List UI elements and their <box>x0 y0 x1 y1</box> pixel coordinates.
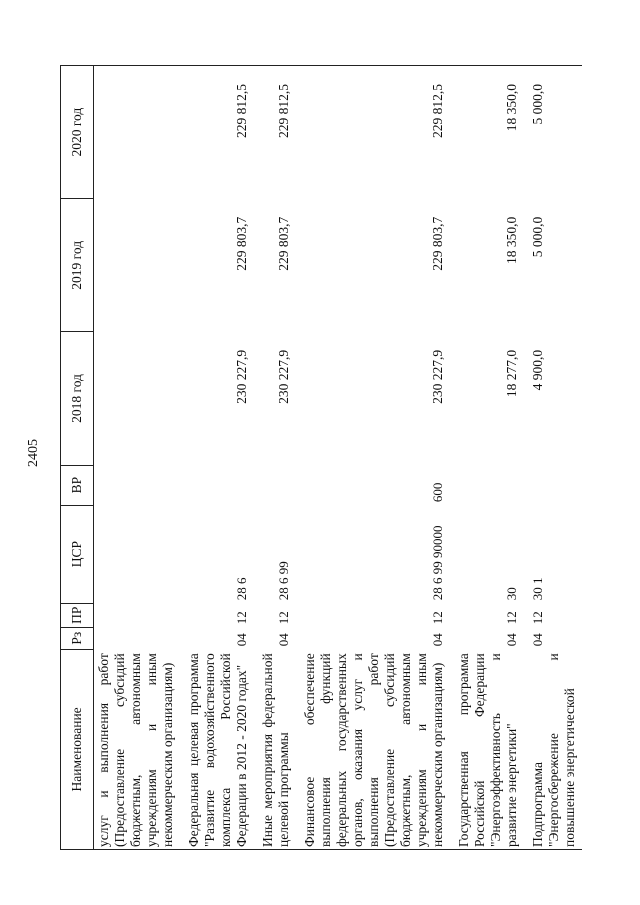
row-rz: 04 <box>234 633 249 647</box>
row-vr <box>450 465 524 505</box>
header-row <box>61 66 94 850</box>
header-2019: 2019 год <box>61 199 94 332</box>
row-2019: 229 803,7 <box>276 216 291 271</box>
row-rz: 04 <box>276 633 291 647</box>
row-rz: 04 <box>530 633 545 647</box>
row-2020: 229 812,5 <box>276 84 291 138</box>
row-vr <box>94 465 181 505</box>
row-vr: 600 <box>430 482 445 503</box>
budget-table <box>60 65 582 850</box>
row-name: услуг и выполнения работ (Предоставление субсидий бюджетным, автономным учреждениям и иным некоммерческим организациям) <box>96 653 175 847</box>
page-number: 2405 <box>26 439 41 467</box>
row-2019: 229 803,7 <box>234 216 249 271</box>
rotated-table-container <box>60 65 577 850</box>
row-rz: 04 <box>504 633 519 647</box>
row-2020 <box>94 66 181 199</box>
row-pr: 12 <box>430 611 445 625</box>
header-vr: ВР <box>61 465 94 505</box>
row-2018: 230 227,9 <box>234 349 249 404</box>
row-2018: 18 277,0 <box>504 349 519 398</box>
header-pr: ПР <box>61 603 94 627</box>
header-2018: 2018 год <box>61 332 94 465</box>
header-rz: Рз <box>61 627 94 649</box>
row-2018: 4 900,0 <box>530 349 545 391</box>
row-name: Государственная программа Российской Федерации "Энергоэффективность и развитие энергетики" <box>456 653 519 847</box>
row-csr: 28 6 99 <box>276 561 291 601</box>
row-2020: 229 812,5 <box>430 84 445 138</box>
row-rz <box>94 627 181 649</box>
row-vr <box>524 465 582 505</box>
row-pr: 12 <box>504 611 519 625</box>
row-2018: 230 227,9 <box>430 349 445 404</box>
row-2019 <box>94 199 181 332</box>
row-2018: 230 227,9 <box>276 349 291 404</box>
row-csr: 30 <box>504 587 519 601</box>
row-pr: 12 <box>276 611 291 625</box>
row-2020: 5 000,0 <box>530 84 545 125</box>
table-row <box>180 66 254 850</box>
row-vr <box>254 465 296 505</box>
row-2019: 5 000,0 <box>530 216 545 258</box>
row-name: Иные мероприятия федеральной целевой программы <box>260 653 291 847</box>
row-2019: 18 350,0 <box>504 216 519 264</box>
header-csr: ЦСР <box>61 505 94 603</box>
row-pr <box>94 603 181 627</box>
row-2020: 18 350,0 <box>504 84 519 132</box>
row-csr: 30 1 <box>530 577 545 601</box>
row-2019: 229 803,7 <box>430 216 445 271</box>
table-row <box>450 66 524 850</box>
header-name: Наименование <box>61 649 94 849</box>
row-csr: 28 6 <box>234 577 249 601</box>
row-pr: 12 <box>530 611 545 625</box>
row-name: Федеральная целевая программа "Развитие водохозяйственного комплекса Российской Федерации в 2012 - 2020 годах" <box>186 653 249 847</box>
header-2020: 2020 год <box>61 66 94 199</box>
table-row <box>296 66 450 850</box>
table-row <box>94 66 181 850</box>
row-csr: 28 6 99 90000 <box>430 525 445 601</box>
table-row <box>254 66 296 850</box>
row-name: Финансовое обеспечение выполнения функций федеральных государственных органов, оказания услуг и выполнения работ (Предоставление субсидий бюджетным, автономным учреждениям и иным некоммерческим организациям) <box>302 653 445 847</box>
row-vr <box>180 465 254 505</box>
row-2020: 229 812,5 <box>234 84 249 138</box>
row-pr: 12 <box>234 611 249 625</box>
row-csr <box>94 505 181 603</box>
row-2018 <box>94 332 181 465</box>
row-rz: 04 <box>430 633 445 647</box>
row-name: Подпрограмма "Энергосбережение и повышение энергетической <box>530 653 577 847</box>
table-row <box>524 66 582 850</box>
